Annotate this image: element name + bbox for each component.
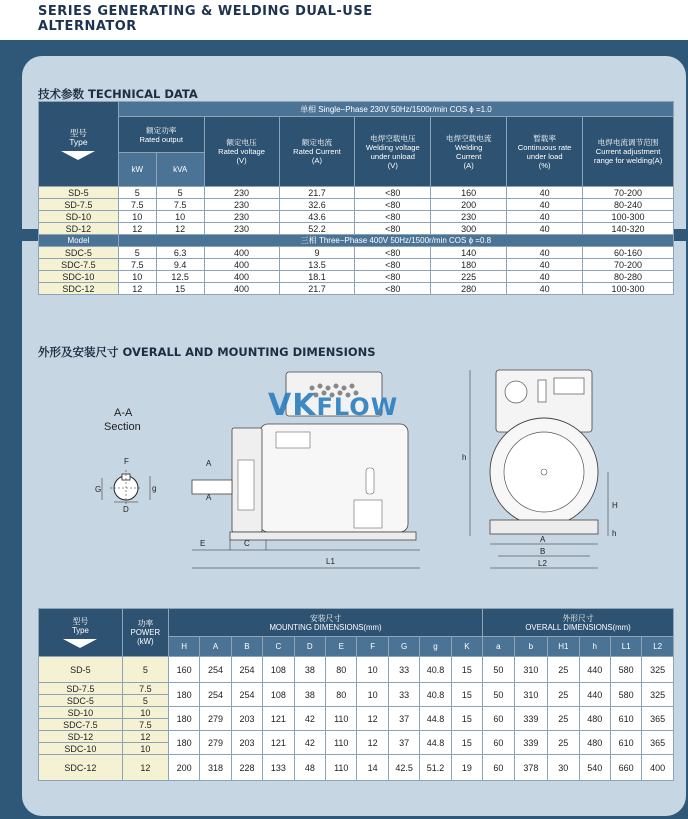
dim-label-h-upper: H [612,501,618,510]
dim-value-cell: 60 [483,707,514,731]
weld-unit: (A) [463,160,474,170]
model-cell: SD-12 [39,223,119,235]
model-cell: SDC-12 [39,283,119,295]
unload-voltage-header [355,117,431,187]
value-cell: 9 [279,247,355,259]
dim-value-cell: 110 [326,707,357,731]
section-label-aa: A-A [114,407,133,419]
value-cell: 7.5 [156,199,204,211]
model-cell: SD-5 [39,187,119,199]
voltage-cn: 额定电压 [226,138,257,147]
dim-value-cell: 15 [451,707,482,731]
tech-row [39,187,674,199]
dim-value-cell: 279 [200,731,231,755]
dim-label-a-side-2: A [206,493,212,502]
shaft-section-icon [102,470,150,506]
dim-col-header: b [514,637,548,657]
single-phase-rows [39,187,674,235]
dim-label-l1: L1 [326,557,335,566]
dim-value-cell: 10 [357,657,388,683]
dim-value-cell: 110 [326,755,357,781]
value-cell: <80 [355,223,431,235]
dim-label-b-front: B [540,547,546,556]
value-cell: 230 [204,211,279,223]
dimensions-heading: 外形及安装尺寸 OVERALL AND MOUNTING DIMENSIONS [38,345,376,359]
dim-col-header: H [168,637,199,657]
tech-row [39,247,674,259]
value-cell: 280 [431,283,507,295]
dim-model-cell: SD-12 [39,731,123,743]
value-cell: 18.1 [279,271,355,283]
dim-value-cell: 121 [263,731,294,755]
dim-label-g-lower: g [152,484,157,493]
dim-value-cell: 33 [388,657,419,683]
value-cell: 400 [204,283,279,295]
dim-value-cell: 610 [610,707,641,731]
kw-header: kW [118,153,156,187]
dim-value-cell: 44.8 [420,731,451,755]
dim-value-cell: 310 [514,683,548,707]
dim-value-cell: 110 [326,731,357,755]
dim-value-cell: 30 [548,755,579,781]
current-range-header [583,117,674,187]
value-cell: 40 [507,283,583,295]
value-cell: <80 [355,271,431,283]
rated-output-en: Rated output [139,134,183,144]
dim-value-cell: 15 [451,731,482,755]
value-cell: 10 [156,211,204,223]
dim-row [39,731,674,743]
dim-label-f: F [124,457,129,466]
dim-col-header: G [388,637,419,657]
kva-header: kVA [156,153,204,187]
value-cell: 5 [118,187,156,199]
dim-value-cell: 254 [200,683,231,707]
mount-cn: 安装尺寸 [309,613,342,623]
dim-value-cell: 25 [548,731,579,755]
dim-value-cell: 365 [642,707,674,731]
dim-value-cell: 325 [642,657,674,683]
dim-value-cell: 42.5 [388,755,419,781]
value-cell: 230 [204,199,279,211]
dim-power-cell: 10 [122,707,168,719]
dim-power-cell: 5 [122,695,168,707]
dim-label-l2: L2 [538,559,547,568]
value-cell: 40 [507,259,583,271]
duty-unit: (%) [538,160,551,170]
dim-label-h-lower: h [462,453,467,462]
dim-col-header: h [579,637,610,657]
dim-power-cell: 5 [122,657,168,683]
dim-label-c: C [244,539,250,548]
value-cell: 12 [118,223,156,235]
dim-value-cell: 15 [451,657,482,683]
dimensions-table [38,608,674,781]
power-unit: (kW) [137,637,154,646]
voltage-en: Rated voltage [218,147,265,156]
value-cell: 180 [431,259,507,271]
dim-label-g-upper: G [95,485,102,494]
value-cell: 7.5 [118,199,156,211]
dim-power-cell: 12 [122,755,168,781]
dim-row [39,657,674,683]
overall-en: OVERALL DIMENSIONS(mm) [525,622,631,632]
type-en: Type [69,136,88,147]
dim-col-header: H1 [548,637,579,657]
dim-value-cell: 180 [168,707,199,731]
value-cell: 230 [431,211,507,223]
down-arrow-icon [61,151,95,160]
value-cell: 80-240 [583,199,674,211]
value-cell: <80 [355,199,431,211]
mount-en: MOUNTING DIMENSIONS(mm) [269,622,382,632]
value-cell: 140-320 [583,223,674,235]
three-phase-header: 三相 Three−Phase 400V 50Hz/1500r/min COS ϕ =0.8 [118,235,673,247]
tech-row [39,259,674,271]
power-cn: 功率 [137,619,154,628]
dim-value-cell: 440 [579,657,610,683]
value-cell: 40 [507,223,583,235]
dim-value-cell: 108 [263,683,294,707]
value-cell: 40 [507,271,583,283]
dim-label-a-side: A [206,459,212,468]
value-cell: 70-200 [583,187,674,199]
vkflow-logo [268,388,398,423]
dim-col-header: g [420,637,451,657]
dim-label-h1: h [612,529,617,538]
dim-value-cell: 203 [231,731,262,755]
dim-model-cell: SDC-12 [39,755,123,781]
value-cell: 80-280 [583,271,674,283]
dim-value-cell: 33 [388,683,419,707]
value-cell: 32.6 [279,199,355,211]
unload-cn: 电焊空载电压 [370,133,416,143]
dim-value-cell: 580 [610,657,641,683]
range-en: Current adjustment range for welding(A) [593,147,663,165]
dim-value-cell: 15 [451,683,482,707]
dim-value-cell: 254 [231,657,262,683]
value-cell: 400 [204,259,279,271]
dim-value-cell: 19 [451,755,482,781]
dim-value-cell: 203 [231,707,262,731]
dim-value-cell: 51.2 [420,755,451,781]
value-cell: <80 [355,259,431,271]
value-cell: 225 [431,271,507,283]
tech-row [39,211,674,223]
dim-model-cell: SD-7.5 [39,683,123,695]
dim-col-header: K [451,637,482,657]
range-cn: 电焊电流调节范围 [597,138,659,147]
dim-value-cell: 310 [514,657,548,683]
dim-label-d: D [123,505,129,514]
single-phase-header: 单相 Single−Phase 230V 50Hz/1500r/min COS ϕ =1.0 [118,102,673,117]
dimension-rows [39,657,674,781]
dim-power-cell: 10 [122,743,168,755]
dim-model-cell: SDC-7.5 [39,719,123,731]
dim-value-cell: 580 [610,683,641,707]
dim-model-cell: SDC-5 [39,695,123,707]
current-en: Rated Current [293,147,341,156]
mounting-dimensions-header [168,609,482,637]
dim-col-header: L2 [642,637,674,657]
value-cell: 40 [507,211,583,223]
value-cell: 40 [507,247,583,259]
dim-type-cn: 型号 [72,617,89,626]
power-header [122,609,168,657]
duty-cn: 暂载率 [533,133,556,143]
dim-value-cell: 540 [579,755,610,781]
dim-value-cell: 38 [294,683,325,707]
dim-value-cell: 80 [326,683,357,707]
value-cell: <80 [355,187,431,199]
dim-value-cell: 108 [263,657,294,683]
dim-value-cell: 610 [610,731,641,755]
dim-value-cell: 25 [548,707,579,731]
value-cell: 40 [507,187,583,199]
overall-cn: 外形尺寸 [562,613,594,623]
weld-cn: 电焊空载电流 [445,133,492,143]
dim-value-cell: 14 [357,755,388,781]
value-cell: 52.2 [279,223,355,235]
dim-value-cell: 44.8 [420,707,451,731]
value-cell: 21.7 [279,187,355,199]
value-cell: 6.3 [156,247,204,259]
section-label-text: Section [104,421,141,433]
dim-power-cell: 12 [122,731,168,743]
technical-data-heading: 技术参数 TECHNICAL DATA [38,87,198,101]
value-cell: 200 [431,199,507,211]
value-cell: 9.4 [156,259,204,271]
dim-col-header: D [294,637,325,657]
dim-value-cell: 254 [231,683,262,707]
dim-model-cell: SD-10 [39,707,123,719]
power-en: POWER [130,628,161,637]
dim-value-cell: 378 [514,755,548,781]
dim-power-cell: 7.5 [122,719,168,731]
dim-value-cell: 40.8 [420,683,451,707]
dim-value-cell: 42 [294,707,325,731]
type-header-cell [39,102,119,187]
rated-output-header [118,117,204,153]
dim-value-cell: 339 [514,731,548,755]
value-cell: 40 [507,199,583,211]
dim-col-header: a [483,637,514,657]
rated-output-cn: 额定功率 [146,125,177,135]
value-cell: 21.7 [279,283,355,295]
value-cell: 10 [118,271,156,283]
dim-col-header: A [200,637,231,657]
model-cell: SD-10 [39,211,119,223]
value-cell: 60-160 [583,247,674,259]
dim-value-cell: 60 [483,755,514,781]
dim-value-cell: 12 [357,731,388,755]
unload-unit: (V) [387,160,398,170]
value-cell: 12 [118,283,156,295]
dim-value-cell: 10 [357,683,388,707]
value-cell: 160 [431,187,507,199]
dim-col-header: B [231,637,262,657]
value-cell: 100-300 [583,211,674,223]
dim-row [39,755,674,781]
dim-value-cell: 325 [642,683,674,707]
dim-value-cell: 12 [357,707,388,731]
dim-col-header: L1 [610,637,641,657]
dim-value-cell: 38 [294,657,325,683]
current-cn: 额定电流 [301,138,333,147]
dim-type-header [39,609,123,657]
dim-value-cell: 42 [294,731,325,755]
value-cell: <80 [355,283,431,295]
value-cell: 70-200 [583,259,674,271]
dim-row [39,683,674,695]
value-cell: 100-300 [583,283,674,295]
dim-value-cell: 25 [548,657,579,683]
duty-rate-header [507,117,583,187]
voltage-unit: (V) [236,156,247,165]
dim-value-cell: 440 [579,683,610,707]
model-cell: SDC-5 [39,247,119,259]
value-cell: 140 [431,247,507,259]
dim-value-cell: 60 [483,731,514,755]
dim-value-cell: 200 [168,755,199,781]
value-cell: 43.6 [279,211,355,223]
value-cell: 10 [118,211,156,223]
title-line-2: ALTERNATOR [38,19,137,34]
rated-voltage-header [204,117,279,187]
dim-value-cell: 318 [200,755,231,781]
value-cell: <80 [355,247,431,259]
dim-value-cell: 80 [326,657,357,683]
dim-value-cell: 133 [263,755,294,781]
dim-row [39,707,674,719]
dim-value-cell: 339 [514,707,548,731]
tech-row [39,283,674,295]
value-cell: <80 [355,211,431,223]
dim-value-cell: 254 [200,657,231,683]
type-cn: 型号 [69,127,87,138]
front-view-drawing [470,370,608,568]
dim-value-cell: 480 [579,707,610,731]
value-cell: 7.5 [118,259,156,271]
current-unit: (A) [311,156,323,165]
weld-en: Welding Current [455,142,483,161]
dim-value-cell: 365 [642,731,674,755]
dim-value-cell: 37 [388,707,419,731]
dim-power-cell: 7.5 [122,683,168,695]
model-cell: SD-7.5 [39,199,119,211]
logo-vk: VK [268,388,317,423]
overall-dimensions-header [483,609,674,637]
duty-en: Continuous rate under load [517,142,572,161]
logo-flow: FLOW [316,393,399,421]
value-cell: 400 [204,271,279,283]
title-line-1: SERIES GENERATING & WELDING DUAL-USE [38,4,373,19]
dim-value-cell: 279 [200,707,231,731]
value-cell: 5 [156,187,204,199]
value-cell: 400 [204,247,279,259]
dim-value-cell: 50 [483,657,514,683]
value-cell: 230 [204,187,279,199]
value-cell: 230 [204,223,279,235]
dim-value-cell: 37 [388,731,419,755]
tech-row [39,223,674,235]
dim-value-cell: 480 [579,731,610,755]
dim-col-header: F [357,637,388,657]
dim-col-header: C [263,637,294,657]
dim-value-cell: 121 [263,707,294,731]
dim-col-header: E [326,637,357,657]
value-cell: 12.5 [156,271,204,283]
dim-value-cell: 228 [231,755,262,781]
model-cell: SDC-7.5 [39,259,119,271]
dim-label-a-front: A [540,535,546,544]
value-cell: 5 [118,247,156,259]
dim-value-cell: 48 [294,755,325,781]
value-cell: 15 [156,283,204,295]
page-title [38,4,373,34]
dim-value-cell: 160 [168,657,199,683]
model-label: Model [39,235,119,247]
dim-value-cell: 40.8 [420,657,451,683]
value-cell: 12 [156,223,204,235]
tech-row [39,271,674,283]
dim-model-cell: SD-5 [39,657,123,683]
dim-value-cell: 180 [168,683,199,707]
dim-value-cell: 400 [642,755,674,781]
dim-value-cell: 25 [548,683,579,707]
dim-value-cell: 660 [610,755,641,781]
down-arrow-icon [63,639,97,648]
rated-current-header [279,117,355,187]
unload-en: Welding voltage under unload [365,142,420,161]
tech-row [39,199,674,211]
dim-value-cell: 180 [168,731,199,755]
three-phase-rows [39,247,674,295]
dim-type-en: Type [71,626,89,635]
value-cell: 13.5 [279,259,355,271]
value-cell: 300 [431,223,507,235]
dim-model-cell: SDC-10 [39,743,123,755]
technical-data-table [38,101,674,295]
welding-current-header [431,117,507,187]
dim-value-cell: 50 [483,683,514,707]
dim-label-e: E [200,539,206,548]
model-cell: SDC-10 [39,271,119,283]
